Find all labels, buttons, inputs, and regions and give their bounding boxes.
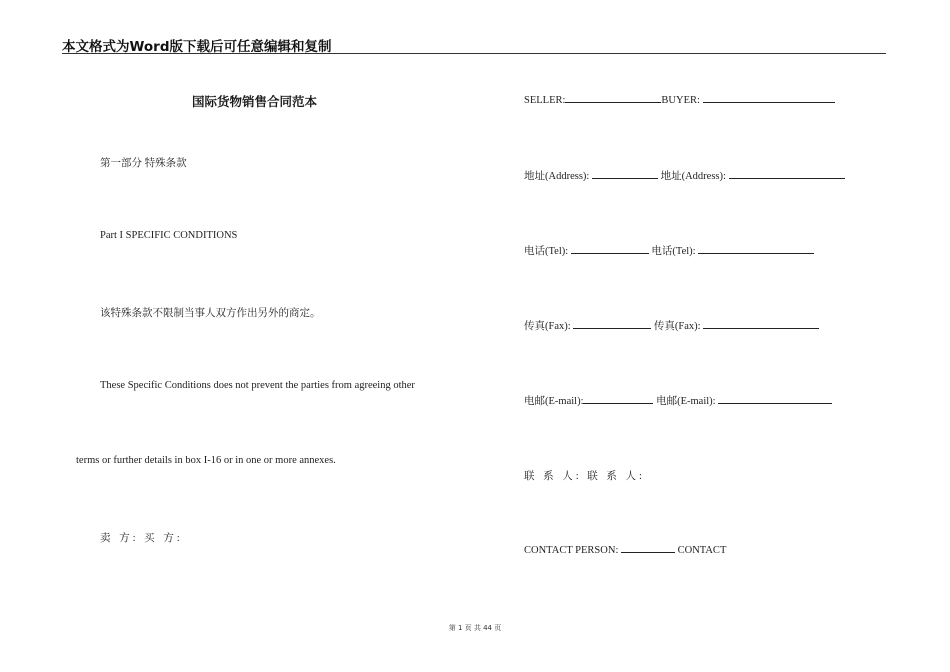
- fax-label-1: 传真(Fax):: [524, 321, 574, 332]
- page-footer: 第 1 页 共 44 页: [448, 624, 502, 632]
- contact-person-blank[interactable]: [621, 543, 675, 553]
- contact-person-row: [524, 543, 726, 556]
- email-blank-2[interactable]: [718, 394, 832, 404]
- email-blank-1[interactable]: [583, 394, 653, 404]
- email-row: [524, 393, 832, 408]
- address-row: [524, 168, 845, 183]
- tel-label-2: 电话(Tel):: [648, 246, 699, 257]
- seller-buyer-cn: 卖 方: 买 方:: [100, 533, 183, 544]
- address-label-1: 地址(Address):: [524, 171, 592, 182]
- address-label-2: 地址(Address):: [657, 171, 729, 182]
- contact-label-2: CONTACT: [674, 545, 727, 556]
- note-en-line-2: terms or further details in box I-16 or in one or more annexes.: [76, 455, 336, 466]
- address-blank-1[interactable]: [592, 169, 658, 179]
- tel-blank-2[interactable]: [698, 244, 814, 254]
- buyer-label: BUYER:: [661, 95, 703, 106]
- header-text: 本文格式为Word版下载后可任意编辑和复制: [62, 39, 332, 55]
- tel-blank-1[interactable]: [571, 244, 649, 254]
- part-heading-en: Part I SPECIFIC CONDITIONS: [100, 230, 238, 241]
- contact-cn: 联 系 人: 联 系 人:: [524, 471, 645, 482]
- seller-label: SELLER:: [524, 95, 566, 106]
- contact-person-label: CONTACT PERSON:: [524, 545, 621, 556]
- fax-blank-2[interactable]: [703, 319, 819, 329]
- document-title: 国际货物销售合同范本: [192, 94, 318, 109]
- tel-label-1: 电话(Tel):: [524, 246, 571, 257]
- fax-label-2: 传真(Fax):: [651, 321, 704, 332]
- email-label-2: 电邮(E-mail):: [653, 396, 719, 407]
- tel-row: [524, 243, 814, 258]
- note-cn: 该特殊条款不限制当事人双方作出另外的商定。: [100, 308, 321, 319]
- fax-row: [524, 318, 819, 333]
- seller-buyer-row: [524, 93, 835, 106]
- address-blank-2[interactable]: [729, 169, 845, 179]
- part-heading-cn: 第一部分 特殊条款: [100, 158, 187, 169]
- note-en-line-1: These Specific Conditions does not prevent the parties from agreeing other: [100, 380, 415, 391]
- fax-blank-1[interactable]: [573, 319, 651, 329]
- page-header: [62, 33, 886, 54]
- buyer-blank[interactable]: [703, 93, 835, 103]
- email-label-1: 电邮(E-mail):: [524, 396, 584, 407]
- seller-blank[interactable]: [565, 93, 661, 103]
